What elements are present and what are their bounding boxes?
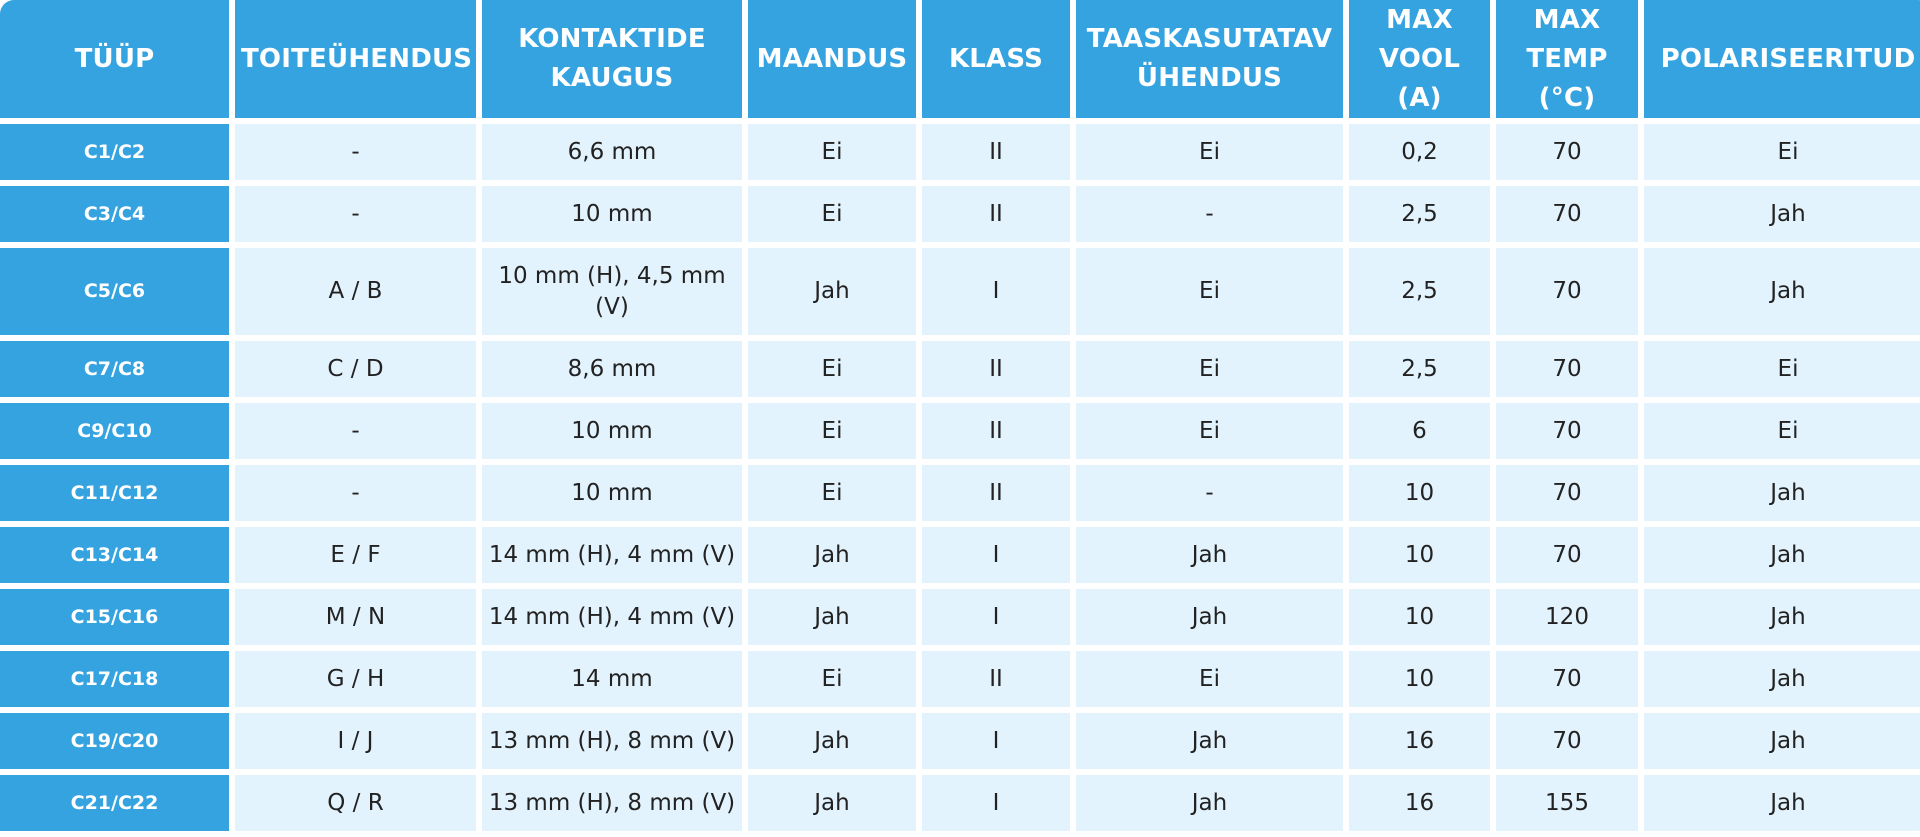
max-temp-cell: 70 bbox=[1496, 248, 1638, 335]
type-cell: C19/C20 bbox=[0, 713, 229, 769]
max-temp-cell: 70 bbox=[1496, 403, 1638, 459]
max-current-cell: 2,5 bbox=[1349, 341, 1490, 397]
max-current-cell: 2,5 bbox=[1349, 248, 1490, 335]
pin-spacing-cell: 13 mm (H), 8 mm (V) bbox=[482, 775, 742, 831]
type-cell: C9/C10 bbox=[0, 403, 229, 459]
header-pin-spacing: KONTAKTIDE KAUGUS bbox=[482, 0, 742, 118]
max-temp-cell: 70 bbox=[1496, 124, 1638, 180]
header-row bbox=[0, 0, 1920, 118]
class-cell: II bbox=[922, 465, 1070, 521]
class-cell: II bbox=[922, 651, 1070, 707]
connector-cell: C / D bbox=[235, 341, 476, 397]
polarised-cell: Jah bbox=[1644, 527, 1920, 583]
rewireable-cell: Jah bbox=[1076, 589, 1343, 645]
table-row bbox=[0, 186, 1920, 242]
earth-cell: Ei bbox=[748, 124, 916, 180]
polarised-cell: Jah bbox=[1644, 589, 1920, 645]
class-cell: I bbox=[922, 527, 1070, 583]
table-row bbox=[0, 713, 1920, 769]
max-current-cell: 2,5 bbox=[1349, 186, 1490, 242]
connector-cell: M / N bbox=[235, 589, 476, 645]
type-cell: C7/C8 bbox=[0, 341, 229, 397]
polarised-cell: Jah bbox=[1644, 465, 1920, 521]
header-max-current: MAX VOOL (A) bbox=[1349, 0, 1490, 118]
max-current-cell: 10 bbox=[1349, 589, 1490, 645]
table-row bbox=[0, 527, 1920, 583]
polarised-cell: Ei bbox=[1644, 403, 1920, 459]
header-earth: MAANDUS bbox=[748, 0, 916, 118]
type-cell: C11/C12 bbox=[0, 465, 229, 521]
earth-cell: Ei bbox=[748, 403, 916, 459]
max-temp-cell: 120 bbox=[1496, 589, 1638, 645]
pin-spacing-cell: 13 mm (H), 8 mm (V) bbox=[482, 713, 742, 769]
class-cell: I bbox=[922, 713, 1070, 769]
rewireable-cell: Ei bbox=[1076, 403, 1343, 459]
table-row bbox=[0, 248, 1920, 335]
pin-spacing-cell: 14 mm bbox=[482, 651, 742, 707]
table-row bbox=[0, 651, 1920, 707]
table-row bbox=[0, 124, 1920, 180]
type-cell: C13/C14 bbox=[0, 527, 229, 583]
polarised-cell: Jah bbox=[1644, 775, 1920, 831]
class-cell: I bbox=[922, 589, 1070, 645]
type-cell: C5/C6 bbox=[0, 248, 229, 335]
type-cell: C21/C22 bbox=[0, 775, 229, 831]
connector-cell: - bbox=[235, 403, 476, 459]
header-polarised: POLARISEERITUD bbox=[1644, 0, 1920, 118]
rewireable-cell: Ei bbox=[1076, 124, 1343, 180]
pin-spacing-cell: 14 mm (H), 4 mm (V) bbox=[482, 589, 742, 645]
polarised-cell: Ei bbox=[1644, 124, 1920, 180]
rewireable-cell: - bbox=[1076, 186, 1343, 242]
max-temp-cell: 155 bbox=[1496, 775, 1638, 831]
earth-cell: Jah bbox=[748, 527, 916, 583]
max-current-cell: 10 bbox=[1349, 527, 1490, 583]
rewireable-cell: - bbox=[1076, 465, 1343, 521]
polarised-cell: Ei bbox=[1644, 341, 1920, 397]
rewireable-cell: Ei bbox=[1076, 341, 1343, 397]
header-max-temp: MAX TEMP (°C) bbox=[1496, 0, 1638, 118]
pin-spacing-cell: 10 mm bbox=[482, 186, 742, 242]
connector-cell: - bbox=[235, 465, 476, 521]
connector-cell: E / F bbox=[235, 527, 476, 583]
rewireable-cell: Ei bbox=[1076, 651, 1343, 707]
earth-cell: Ei bbox=[748, 341, 916, 397]
type-cell: C3/C4 bbox=[0, 186, 229, 242]
class-cell: II bbox=[922, 186, 1070, 242]
max-temp-cell: 70 bbox=[1496, 186, 1638, 242]
max-current-cell: 16 bbox=[1349, 775, 1490, 831]
table-row bbox=[0, 589, 1920, 645]
class-cell: I bbox=[922, 775, 1070, 831]
pin-spacing-cell: 10 mm bbox=[482, 403, 742, 459]
rewireable-cell: Jah bbox=[1076, 713, 1343, 769]
earth-cell: Jah bbox=[748, 589, 916, 645]
polarised-cell: Jah bbox=[1644, 248, 1920, 335]
max-current-cell: 10 bbox=[1349, 651, 1490, 707]
pin-spacing-cell: 8,6 mm bbox=[482, 341, 742, 397]
type-cell: C17/C18 bbox=[0, 651, 229, 707]
max-temp-cell: 70 bbox=[1496, 341, 1638, 397]
max-current-cell: 10 bbox=[1349, 465, 1490, 521]
polarised-cell: Jah bbox=[1644, 651, 1920, 707]
header-rewireable: TAASKASUTATAV ÜHENDUS bbox=[1076, 0, 1343, 118]
type-cell: C1/C2 bbox=[0, 124, 229, 180]
connector-cell: - bbox=[235, 124, 476, 180]
max-current-cell: 0,2 bbox=[1349, 124, 1490, 180]
polarised-cell: Jah bbox=[1644, 713, 1920, 769]
max-temp-cell: 70 bbox=[1496, 527, 1638, 583]
class-cell: II bbox=[922, 124, 1070, 180]
type-cell: C15/C16 bbox=[0, 589, 229, 645]
max-temp-cell: 70 bbox=[1496, 651, 1638, 707]
table-row bbox=[0, 341, 1920, 397]
connector-cell: G / H bbox=[235, 651, 476, 707]
earth-cell: Ei bbox=[748, 651, 916, 707]
earth-cell: Ei bbox=[748, 186, 916, 242]
max-temp-cell: 70 bbox=[1496, 465, 1638, 521]
table-row bbox=[0, 465, 1920, 521]
pin-spacing-cell: 10 mm (H), 4,5 mm (V) bbox=[482, 248, 742, 335]
table-row bbox=[0, 403, 1920, 459]
earth-cell: Jah bbox=[748, 713, 916, 769]
connector-cell: - bbox=[235, 186, 476, 242]
class-cell: II bbox=[922, 341, 1070, 397]
max-current-cell: 16 bbox=[1349, 713, 1490, 769]
earth-cell: Jah bbox=[748, 248, 916, 335]
class-cell: I bbox=[922, 248, 1070, 335]
max-current-cell: 6 bbox=[1349, 403, 1490, 459]
pin-spacing-cell: 6,6 mm bbox=[482, 124, 742, 180]
rewireable-cell: Ei bbox=[1076, 248, 1343, 335]
earth-cell: Ei bbox=[748, 465, 916, 521]
earth-cell: Jah bbox=[748, 775, 916, 831]
header-type: TÜÜP bbox=[0, 0, 229, 118]
class-cell: II bbox=[922, 403, 1070, 459]
connector-cell: A / B bbox=[235, 248, 476, 335]
connector-cell: I / J bbox=[235, 713, 476, 769]
polarised-cell: Jah bbox=[1644, 186, 1920, 242]
header-class: KLASS bbox=[922, 0, 1070, 118]
rewireable-cell: Jah bbox=[1076, 527, 1343, 583]
pin-spacing-cell: 14 mm (H), 4 mm (V) bbox=[482, 527, 742, 583]
rewireable-cell: Jah bbox=[1076, 775, 1343, 831]
header-connector: TOITEÜHENDUS bbox=[235, 0, 476, 118]
connector-cell: Q / R bbox=[235, 775, 476, 831]
max-temp-cell: 70 bbox=[1496, 713, 1638, 769]
pin-spacing-cell: 10 mm bbox=[482, 465, 742, 521]
